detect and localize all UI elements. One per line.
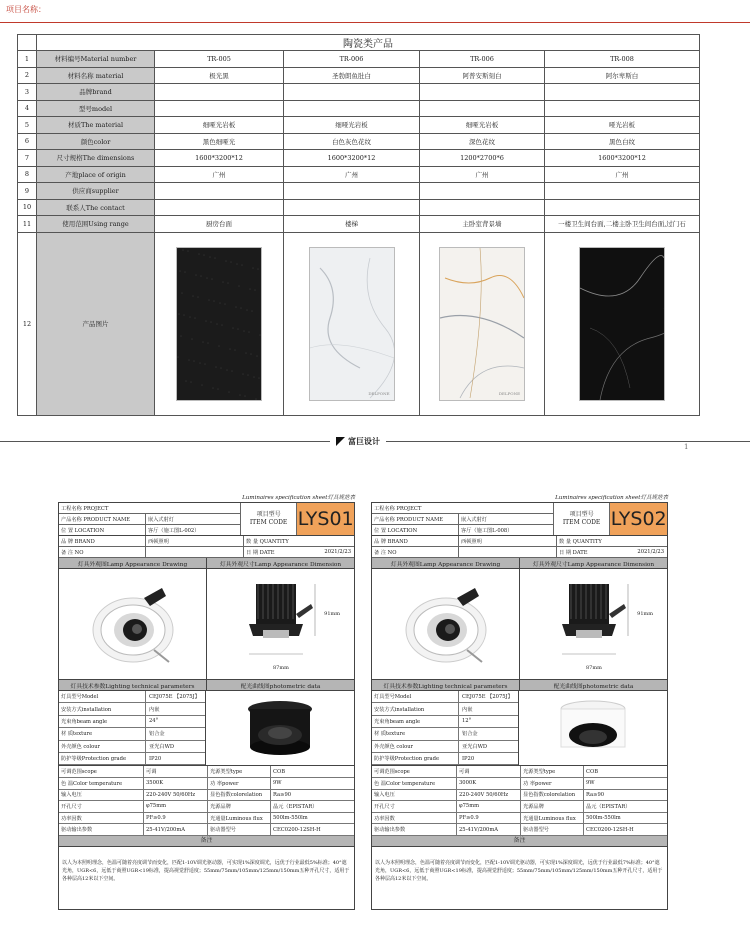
param-key: 光束角beam angle [372, 716, 459, 727]
param-value: IP20 [149, 755, 162, 762]
param-value: 亚光白WD [462, 743, 488, 750]
spec-cell: 500lm-550lm [586, 815, 621, 822]
row-label: 材料编号Material number [37, 51, 155, 68]
table-cell [155, 199, 284, 216]
table-cell: 一楼卫生间台面,二楼主卧卫生间台面,过门石 [545, 216, 700, 233]
spec-cell: Ra≥90 [586, 791, 605, 798]
spec-cell: 驱动输出参数 [59, 824, 144, 835]
quantity-label: 数 量 QUANTITY [559, 538, 602, 545]
lamp-dimension-cell [207, 569, 354, 679]
row-index: 11 [18, 216, 37, 233]
table-cell: 广州 [155, 166, 284, 183]
spec-cell: 色 温Color temperature [59, 778, 144, 789]
date-label: 日 期 DATE [246, 549, 275, 556]
table-cell [284, 183, 420, 200]
image-cell [545, 232, 700, 415]
row-label: 型号model [37, 100, 155, 117]
param-row [59, 753, 205, 765]
image-cell [155, 232, 284, 415]
spec-cell: 开孔尺寸 [59, 801, 144, 812]
param-key: 安装方式installation [59, 703, 146, 714]
param-row [372, 716, 518, 728]
table-row [18, 67, 700, 84]
param-row [59, 703, 205, 715]
photometric-image [240, 695, 320, 761]
table-row [18, 183, 700, 200]
row-label: 联系人The contact [37, 199, 155, 216]
item-code-cell [553, 503, 611, 535]
gold-vein-marble-swatch [439, 247, 525, 401]
logo-text: 富巨设计 [348, 437, 380, 446]
black-granite-swatch [176, 247, 262, 401]
location-value: 客厅（施工图L-008） [461, 527, 513, 534]
white-marble-swatch [309, 247, 395, 401]
dimension-width: 87mm [586, 665, 602, 671]
table-cell [420, 199, 545, 216]
brand-value: 西顿照明 [461, 538, 482, 545]
table-cell [155, 183, 284, 200]
spec-cell: 可调 [144, 766, 208, 777]
notes-title: 备注 [59, 836, 354, 847]
params-title: 灯具技术参数Lighting technical parameters [372, 680, 520, 690]
spec-cell: φ75mm [144, 801, 208, 812]
table-cell [420, 100, 545, 117]
date-value: 2021/2/23 [637, 549, 664, 555]
project-label: 工程名称 PROJECT [374, 505, 422, 512]
item-code-en: ITEM CODE [562, 519, 601, 526]
row-index: 2 [18, 67, 37, 84]
row-index: 9 [18, 183, 37, 200]
date-label: 日 期 DATE [559, 549, 588, 556]
param-row [59, 716, 205, 728]
param-row [372, 753, 518, 765]
page-logo [330, 436, 386, 447]
row-label: 品牌brand [37, 84, 155, 101]
drawing-band [59, 558, 354, 569]
dimension-title: 灯具外观尺寸Lamp Appearance Dimension [219, 561, 342, 568]
table-cell: 1600*3200*12 [545, 150, 700, 167]
dimension-drawing [241, 574, 321, 674]
drawing-title: 灯具外观图Lamp Appearance Drawing [59, 558, 207, 568]
params-title: 灯具技术参数Lighting technical parameters [59, 680, 207, 690]
row-label: 颜色color [37, 133, 155, 150]
spec-row [59, 790, 354, 802]
photometric-image [553, 695, 633, 761]
dimension-height: 91mm [637, 611, 653, 617]
row-label: 产地place of origin [37, 166, 155, 183]
dimension-height: 91mm [324, 611, 340, 617]
table-row [18, 150, 700, 167]
table-cell: 1200*2700*6 [420, 150, 545, 167]
image-row [18, 232, 700, 415]
page-number: 1 [684, 443, 689, 451]
swatch-brand-mark: DELPONE [498, 390, 520, 396]
spec-cell: 功率因数 [59, 813, 144, 824]
spec-cell: CEC0200-12SH-H [273, 826, 321, 833]
table-row [18, 51, 700, 68]
param-value: CEJ075E 【2075J】 [462, 694, 513, 701]
table-corner [18, 35, 37, 51]
table-row [18, 84, 700, 101]
row-index: 12 [18, 232, 37, 415]
table-cell: 极光黑 [155, 67, 284, 84]
note-label: 备 注 NO [61, 549, 84, 556]
item-code-badge: LYS01 [297, 503, 354, 535]
item-code-cn: 项目型号 [569, 511, 594, 518]
notes-title: 备注 [372, 836, 667, 847]
downlight-photo [397, 580, 495, 668]
param-row [372, 728, 518, 740]
params-band [372, 680, 667, 691]
sheet-body [371, 502, 668, 910]
table-row [18, 117, 700, 134]
table-cell: 主卧室背景墙 [420, 216, 545, 233]
spec-cell: 光源品牌 [208, 801, 271, 812]
table-cell: 1600*3200*12 [155, 150, 284, 167]
product-name-label: 产品名称 PRODUCT NAME [61, 516, 131, 523]
spec-cell: 显色指数colorelation [521, 790, 584, 801]
project-label: 工程名称 PROJECT [61, 505, 109, 512]
date-value: 2021/2/23 [324, 549, 351, 555]
param-row [372, 691, 518, 703]
brand-value: 西顿照明 [148, 538, 169, 545]
row-label: 产品图片 [37, 232, 155, 415]
spec-cell: 光源品牌 [521, 801, 584, 812]
product-name-label: 产品名称 PRODUCT NAME [374, 516, 444, 523]
table-cell: 广州 [284, 166, 420, 183]
table-cell: TR-006 [420, 51, 545, 68]
photometric-title: 配光曲线图photometric data [553, 683, 634, 690]
sheet-caption: Luminaires specification sheet灯具规范表 [242, 495, 355, 501]
spec-cell: 光通量Luminous flux [521, 813, 584, 824]
param-key: 材 质texture [372, 728, 459, 739]
spec-cell: 可调范围scope [372, 766, 457, 777]
sheet-caption: Luminaires specification sheet灯具规范表 [555, 495, 668, 501]
param-row [59, 728, 205, 740]
spec-row [59, 801, 354, 813]
param-value: 内嵌 [149, 706, 160, 713]
downlight-photo [84, 580, 182, 668]
row-label: 材料名称 material [37, 67, 155, 84]
spec-row [59, 824, 354, 836]
spec-cell: CEC0200-12SH-H [586, 826, 634, 833]
row-index: 7 [18, 150, 37, 167]
params-block [59, 691, 354, 766]
table-cell: TR-006 [284, 51, 420, 68]
spec-row [372, 778, 667, 790]
black-marble-swatch [579, 247, 665, 401]
note-label: 备 注 NO [374, 549, 397, 556]
table-row [18, 199, 700, 216]
table-cell: 深色花纹 [420, 133, 545, 150]
spec-cell: 220-240V 50/60Hz [457, 790, 521, 801]
spec-cell: 功 率power [208, 778, 271, 789]
spec-cell: 色 温Color temperature [372, 778, 457, 789]
param-key: 灯具型号Model [372, 691, 459, 702]
table-cell: 细哑光岩板 [420, 117, 545, 134]
lamp-dimension-cell [520, 569, 667, 679]
row-label: 供应商supplier [37, 183, 155, 200]
table-cell: 广州 [545, 166, 700, 183]
header-rule [0, 22, 750, 23]
spec-cell: 9W [586, 780, 595, 787]
row-index: 1 [18, 51, 37, 68]
table-cell: 广州 [420, 166, 545, 183]
lamp-images [59, 569, 354, 680]
params-block [372, 691, 667, 766]
param-value: 铝合金 [149, 731, 165, 738]
spec-cell: 晶元（EPISTAR） [273, 803, 318, 810]
param-key: 光束角beam angle [59, 716, 146, 727]
spec-grid [59, 766, 354, 836]
item-code-cell [240, 503, 298, 535]
param-value: 12° [462, 718, 472, 725]
sheet-header [59, 503, 354, 536]
spec-cell: 输入电压 [59, 790, 144, 801]
table-cell [545, 84, 700, 101]
drawing-title: 灯具外观图Lamp Appearance Drawing [372, 558, 520, 568]
table-cell: 阿普安斯刻白 [420, 67, 545, 84]
row-index: 6 [18, 133, 37, 150]
param-row [59, 741, 205, 753]
item-code-en: ITEM CODE [249, 519, 288, 526]
param-key: 外壳颜色 colour [59, 741, 146, 752]
spec-cell: 光源类型type [521, 766, 584, 777]
location-label: 位 置 LOCATION [61, 527, 105, 534]
spec-row [372, 790, 667, 802]
param-value: CEJ075E 【2075J】 [149, 694, 200, 701]
spec-row [59, 778, 354, 790]
table-cell [284, 100, 420, 117]
row-label: 使用范围Using range [37, 216, 155, 233]
table-title: 陶瓷类产品 [37, 35, 700, 51]
table-cell [284, 84, 420, 101]
param-row [59, 691, 205, 703]
param-value: 亚光白WD [149, 743, 175, 750]
table-cell [545, 183, 700, 200]
spec-row [59, 766, 354, 778]
spec-cell: Ra≥90 [273, 791, 292, 798]
row-index: 3 [18, 84, 37, 101]
param-value: IP20 [462, 755, 475, 762]
param-row [372, 703, 518, 715]
table-cell: 哑光岩板 [545, 117, 700, 134]
item-code-badge: LYS02 [610, 503, 667, 535]
photometric-cell [206, 691, 354, 765]
spec-cell: COB [273, 768, 286, 775]
spec-cell: φ75mm [457, 801, 521, 812]
photometric-cell [519, 691, 667, 765]
param-value: 铝合金 [462, 731, 478, 738]
param-key: 灯具型号Model [59, 691, 146, 702]
table-cell: 楼梯 [284, 216, 420, 233]
spec-grid [372, 766, 667, 836]
table-cell [420, 84, 545, 101]
product-name: 嵌入式射灯 [461, 516, 487, 523]
row-index: 8 [18, 166, 37, 183]
spec-cell: 功率因数 [372, 813, 457, 824]
spec-cell: 驱动器型号 [208, 824, 271, 835]
table-cell [420, 183, 545, 200]
table-cell: 细哑光岩板 [155, 117, 284, 134]
spec-cell: 500lm-550lm [273, 815, 308, 822]
row-index: 10 [18, 199, 37, 216]
spec-cell: 显色指数colorelation [208, 790, 271, 801]
table-row [18, 133, 700, 150]
lamp-photo-cell [372, 569, 520, 679]
logo-mark-icon [336, 437, 345, 446]
spec-cell: PF≥0.9 [457, 813, 521, 824]
dimension-title: 灯具外观尺寸Lamp Appearance Dimension [532, 561, 655, 568]
ceramic-products-table [17, 34, 700, 416]
spec-cell: 可调范围scope [59, 766, 144, 777]
sheet-body [58, 502, 355, 910]
spec-cell: 晶元（EPISTAR） [586, 803, 631, 810]
table-row [18, 100, 700, 117]
notes-text: 以人为本照明理念，色温可随着亮度调节而变化，匹配1-10V调光驱动器，可实现1%深度调光，远优于行业最低7%标准；40°遮光角，UGR<6，远低于商照UGR<19标准，提高视觉舒适度；55mm/75mm/105mm/125mm/150mm五种开孔尺寸，适用于各种层高12米以下空间。 [375, 859, 663, 882]
image-cell [284, 232, 420, 415]
param-row [372, 741, 518, 753]
brand-label: 品 牌 BRAND [61, 538, 95, 545]
spec-cell: 3000K [457, 778, 521, 789]
dimension-width: 87mm [273, 665, 289, 671]
table-cell: 黑色白纹 [545, 133, 700, 150]
spec-cell: 光通量Luminous flux [208, 813, 271, 824]
lamp-images [372, 569, 667, 680]
spec-cell: 输入电压 [372, 790, 457, 801]
spec-row [372, 813, 667, 825]
table-cell: 阿尔卑斯白 [545, 67, 700, 84]
sheet-header [372, 503, 667, 536]
param-key: 安装方式installation [372, 703, 459, 714]
spec-row [372, 766, 667, 778]
table-cell [155, 84, 284, 101]
param-value: 内嵌 [462, 706, 473, 713]
table-cell: 白色灰色花纹 [284, 133, 420, 150]
photometric-title: 配光曲线图photometric data [240, 683, 321, 690]
project-name-label: 项目名称： [6, 5, 46, 14]
spec-row [372, 801, 667, 813]
dimension-drawing [554, 574, 634, 674]
location-label: 位 置 LOCATION [374, 527, 418, 534]
brand-label: 品 牌 BRAND [374, 538, 408, 545]
table-cell [155, 100, 284, 117]
table-cell [545, 100, 700, 117]
param-key: 外壳颜色 colour [372, 741, 459, 752]
spec-cell: 功 率power [521, 778, 584, 789]
table-row [18, 216, 700, 233]
quantity-label: 数 量 QUANTITY [246, 538, 289, 545]
table-cell [545, 199, 700, 216]
param-value: 24° [149, 718, 159, 725]
location-value: 客厅（施工图L-002） [148, 527, 200, 534]
spec-sheet [371, 494, 668, 910]
param-key: 防护等级Protection grade [59, 753, 146, 764]
table-row [18, 166, 700, 183]
spec-cell: 3500K [144, 778, 208, 789]
table-cell: 1600*3200*12 [284, 150, 420, 167]
row-label: 材质The material [37, 117, 155, 134]
table-cell: 细哑光岩板 [284, 117, 420, 134]
spec-cell: 25-41V/200mA [144, 824, 208, 835]
item-code-cn: 项目型号 [256, 511, 281, 518]
product-name: 嵌入式射灯 [148, 516, 174, 523]
spec-cell: 驱动输出参数 [372, 824, 457, 835]
spec-cell: 25-41V/200mA [457, 824, 521, 835]
table-cell: 厨房台面 [155, 216, 284, 233]
image-cell [420, 232, 545, 415]
table-cell: 黑色细哑光 [155, 133, 284, 150]
row-index: 4 [18, 100, 37, 117]
params-band [59, 680, 354, 691]
spec-cell: 9W [273, 780, 282, 787]
spec-cell: PF≥0.9 [144, 813, 208, 824]
param-key: 材 质texture [59, 728, 146, 739]
table-cell: TR-008 [545, 51, 700, 68]
drawing-band [372, 558, 667, 569]
spec-cell: 光源类型type [208, 766, 271, 777]
spec-cell: 开孔尺寸 [372, 801, 457, 812]
row-label: 尺寸规格The dimensions [37, 150, 155, 167]
lamp-photo-cell [59, 569, 207, 679]
table-cell [284, 199, 420, 216]
swatch-brand-mark: DELPONE [368, 390, 390, 396]
table-cell: 圣勃朗鱼肚白 [284, 67, 420, 84]
spec-cell: 驱动器型号 [521, 824, 584, 835]
param-key: 防护等级Protection grade [372, 753, 459, 764]
row-index: 5 [18, 117, 37, 134]
spec-sheet [58, 494, 355, 910]
spec-cell: 220-240V 50/60Hz [144, 790, 208, 801]
spec-row [372, 824, 667, 836]
spec-cell: COB [586, 768, 599, 775]
table-cell: TR-005 [155, 51, 284, 68]
notes-text: 以人为本照明理念，色温可随着亮度调节而变化，匹配1-10V调光驱动器，可实现1%深度调光，远优于行业最低5%标准；40°遮光角，UGR<6，远低于商照UGR<19标准，提高视觉舒适度；55mm/75mm/105mm/125mm/150mm五种开孔尺寸，适用于各种层高12米以下空间。 [62, 859, 350, 882]
spec-cell: 可调 [457, 766, 521, 777]
spec-row [59, 813, 354, 825]
